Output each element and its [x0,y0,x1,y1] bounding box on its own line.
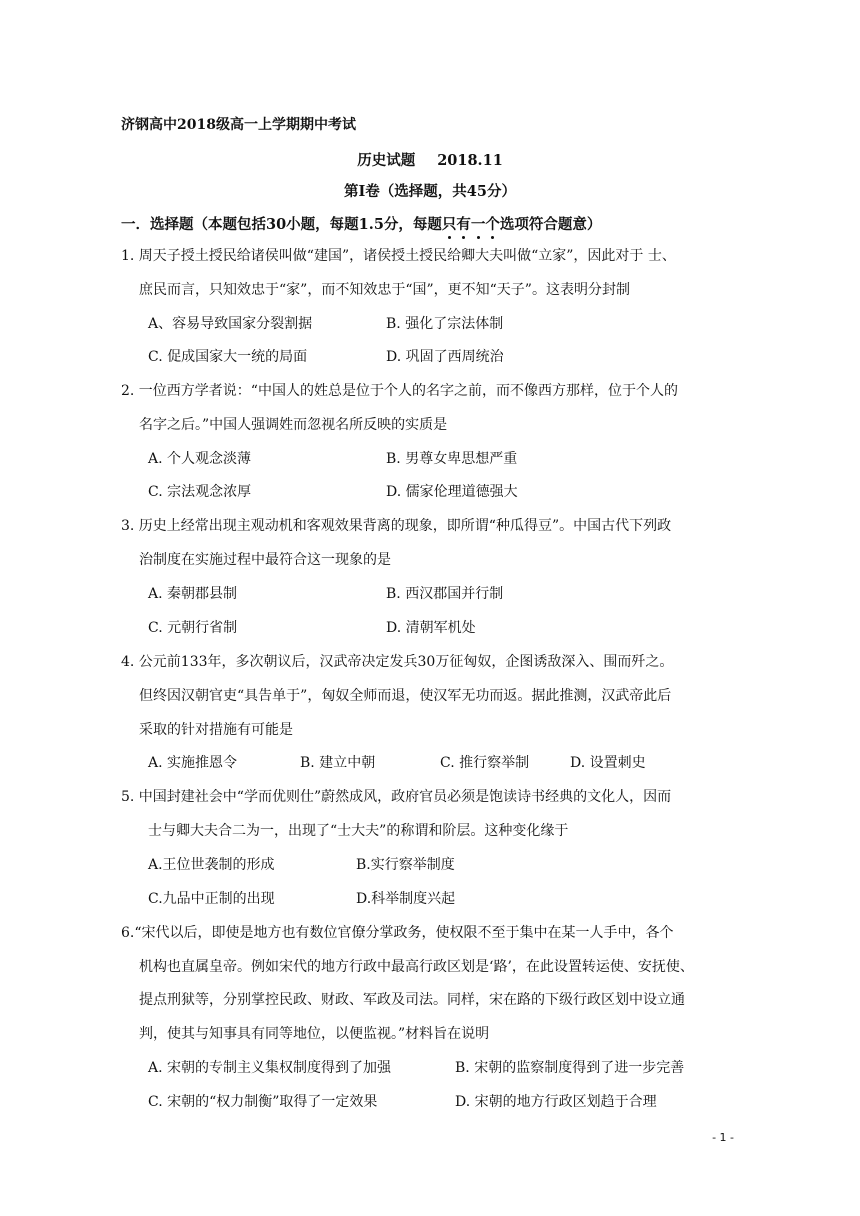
question-2-option-c: C. 宗法观念浓厚 [148,484,252,500]
question-6-option-c: C. 宋朝的“权力制衡”取得了一定效果 [148,1094,378,1110]
question-3-stem-line-1: 3. 历史上经常出现主观动机和客观效果背离的现象，即所谓“种瓜得豆”。中国古代下列政 [121,518,672,534]
question-5-option-c: C.九品中正制的出现 [148,891,275,907]
section-title: 第Ⅰ卷（选择题，共45分） [344,183,516,200]
question-4-stem-line-3: 采取的针对措施有可能是 [139,722,293,738]
question-4-stem-line-2: 但终因汉朝官吏“具告单于”，匈奴全师而退，使汉军无功而返。据此推测，汉武帝此后 [139,688,672,704]
question-2-option-d: D. 儒家伦理道德强大 [386,484,518,500]
question-1-stem-line-2: 庶民而言，只知效忠于“家”，而不知效忠于“国”，更不知“天子”。这表明分封制 [139,282,630,298]
exam-date: 2018.11 [437,152,503,169]
question-5-stem-line-1: 5. 中国封建社会中“学而优则仕”蔚然成风，政府官员必须是饱读诗书经典的文化人，因而 [121,789,672,805]
question-5-option-d: D.科举制度兴起 [356,891,456,907]
question-6-stem-line-2: 机构也直属皇帝。例如宋代的地方行政中最高行政区划是‘路’，在此设置转运使、安抚使、 [139,959,694,975]
question-3-option-a: A. 秦朝郡县制 [148,586,238,602]
question-5-option-a: A.王位世袭制的形成 [148,857,275,873]
question-4-option-b: B. 建立中朝 [300,755,376,771]
subject-name: 历史试题 [357,152,416,169]
emphasis-char: 个 [485,216,500,233]
part-heading [121,213,601,234]
question-6-stem-line-3: 提点刑狱等，分别掌控民政、财政、军政及司法。同样，宋在路的下级行政区划中设立通 [139,992,685,1008]
question-5-stem-line-2: 士与卿大夫合二为一，出现了“士大夫”的称谓和阶层。这种变化缘于 [148,823,569,839]
part-heading-suffix: 选项符合题意） [499,216,602,233]
question-1-option-b: B. 强化了宗法体制 [386,316,504,332]
question-5-option-b: B.实行察举制度 [356,857,455,873]
question-2-option-b: B. 男尊女卑思想严重 [386,451,518,467]
question-6-option-a: A. 宋朝的专制主义集权制度得到了加强 [148,1060,392,1076]
question-1-option-d: D. 巩固了西周统治 [386,349,504,365]
question-1-option-c: C. 促成国家大一统的局面 [148,349,308,365]
school-exam-title: 济钢高中2018级高一上学期期中考试 [121,117,356,133]
emphasis-char: 只 [441,216,457,233]
question-3-option-c: C. 元朝行省制 [148,620,238,636]
part-heading-prefix: 一．选择题（本题包括30小题，每题1.5分，每题 [121,216,442,233]
question-2-stem-line-1: 2. 一位西方学者说：“中国人的姓总是位于个人的名字之前，而不像西方那样，位于个人的 [121,383,678,399]
emphasis-char: 一 [470,216,486,233]
question-6-stem-line-4: 判，使其与知事具有同等地位，以便监视。”材料旨在说明 [139,1026,490,1042]
page-number: - 1 - [712,1131,734,1144]
question-1-stem-line-1: 1. 周天子授土授民给诸侯叫做“建国”，诸侯授土授民给卿大夫叫做“立家”，因此对于 士、 [121,248,676,264]
question-3-stem-line-2: 治制度在实施过程中最符合这一现象的是 [139,552,391,568]
question-4-option-d: D. 设置刺史 [570,755,646,771]
question-1-option-a: A、容易导致国家分裂割据 [148,316,313,332]
question-6-option-b: B. 宋朝的监察制度得到了进一步完善 [455,1060,685,1076]
question-3-option-d: D. 清朝军机处 [386,620,476,636]
emphasis-char: 有 [456,216,471,233]
question-2-stem-line-2: 名字之后。”中国人强调姓而忽视名所反映的实质是 [139,417,448,433]
question-6-option-d: D. 宋朝的地方行政区划趋于合理 [455,1094,657,1110]
subject-title [0,149,860,170]
question-2-option-a: A. 个人观念淡薄 [148,451,252,467]
question-6-stem-line-1: 6.“宋代以后，即使是地方也有数位官僚分掌政务，使权限不至于集中在某一人手中，各个 [121,925,674,941]
question-4-option-c: C. 推行察举制 [440,755,530,771]
question-4-stem-line-1: 4. 公元前133年，多次朝议后，汉武帝决定发兵30万征匈奴，企图诱敌深入、围而歼之。 [121,654,674,670]
question-4-option-a: A. 实施推恩令 [148,755,238,771]
question-3-option-b: B. 西汉郡国并行制 [386,586,504,602]
